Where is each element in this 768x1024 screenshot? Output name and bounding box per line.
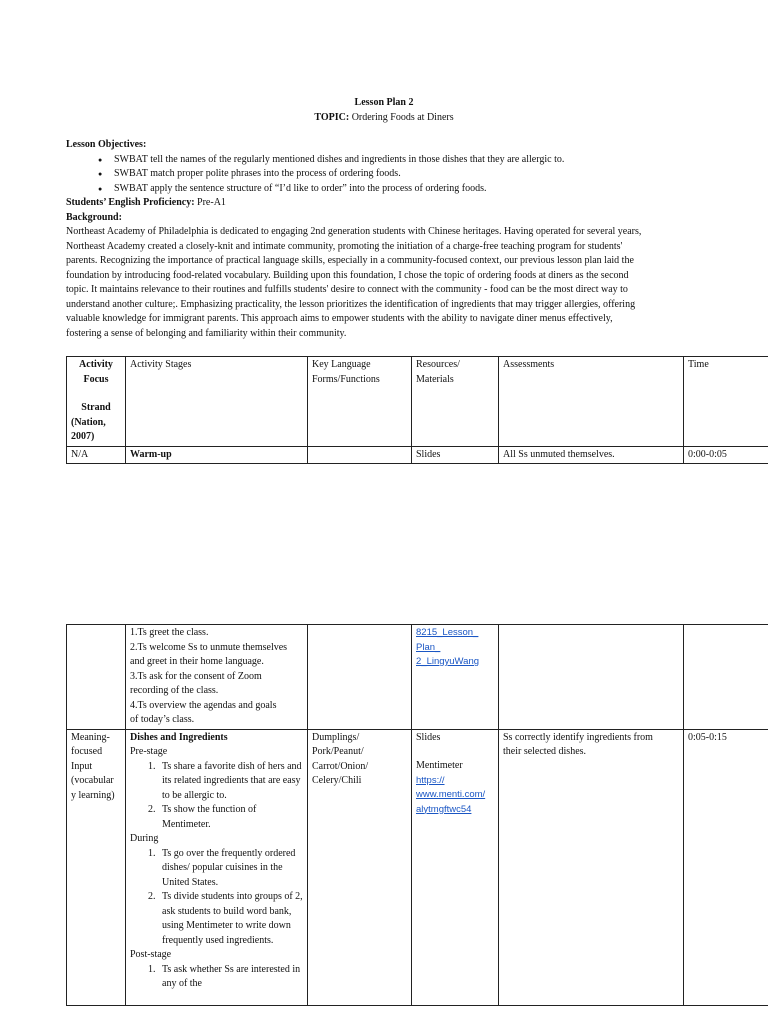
row-stage-steps bbox=[126, 729, 308, 1005]
post-stage-steps bbox=[130, 963, 303, 992]
row-time: 0:05-0:15 bbox=[684, 729, 768, 1005]
mentimeter-link[interactable]: https:// bbox=[416, 774, 445, 786]
header-focus-line: (Nation, bbox=[71, 416, 106, 428]
row-stage: Warm-up bbox=[126, 446, 308, 464]
objective-item: ● SWBAT tell the names of the regularly mentioned dishes and ingredients in those dishes that they are allergic to. bbox=[98, 153, 706, 168]
row-resources bbox=[412, 729, 499, 1005]
table-row bbox=[67, 625, 768, 730]
row-language bbox=[308, 625, 412, 730]
row-assessments: All Ss unmuted themselves. bbox=[499, 446, 684, 464]
stage-step-line: recording of the class. bbox=[130, 685, 219, 696]
table-row bbox=[67, 729, 768, 1005]
language-line: Pork/Peanut/ bbox=[312, 746, 364, 757]
row-time: 0:00-0:05 bbox=[684, 446, 768, 464]
mentimeter-link[interactable]: alytmgftwc54 bbox=[416, 803, 472, 815]
assessment-line: their selected dishes. bbox=[503, 746, 587, 757]
header-key-language: Key Language Forms/Functions bbox=[308, 357, 412, 447]
background-paragraph bbox=[66, 225, 706, 341]
stage-phase-label: During bbox=[130, 833, 159, 844]
background-line: Northeast Academy of Philadelphia is dedicated to engaging 2nd generation students with Chinese heritages. Having operated for several years, bbox=[66, 226, 642, 237]
resource-slides: Slides bbox=[416, 731, 441, 743]
focus-line: Input bbox=[71, 760, 93, 772]
row-time bbox=[684, 625, 768, 730]
header-focus-line: Strand bbox=[81, 402, 111, 413]
background-line: understand another culture;. Emphasizing practicality, the lesson prioritizes the identification of ingredients that may trigger allergies, offering bbox=[66, 298, 636, 310]
stage-title: Dishes and Ingredients bbox=[130, 731, 228, 743]
focus-line: Meaning- bbox=[71, 731, 110, 743]
topic-value: Ordering Foods at Diners bbox=[351, 111, 454, 123]
title-block bbox=[0, 96, 768, 125]
step-item: 1. Ts ask whether Ss are interested in any of the bbox=[158, 963, 303, 992]
proficiency-label: Students’ English Proficiency: bbox=[66, 197, 195, 208]
topic-label: TOPIC: bbox=[314, 111, 350, 123]
resource-mentimeter: Mentimeter bbox=[416, 760, 463, 771]
table-header-row bbox=[67, 357, 768, 447]
language-line: Dumplings/ bbox=[312, 731, 360, 743]
during-stage-steps bbox=[130, 847, 303, 949]
stage-phase-label: Post-stage bbox=[130, 949, 172, 960]
row-assessments bbox=[499, 625, 684, 730]
assessment-line: Ss correctly identify ingredients from bbox=[503, 731, 653, 743]
focus-line: y learning) bbox=[71, 789, 115, 801]
background-line: foundation by introducing food-related vocabulary. Building upon this foundation, I chose the topic of ordering foods at diners as the second bbox=[66, 269, 629, 281]
row-focus bbox=[67, 729, 126, 1005]
topic-line bbox=[0, 111, 768, 126]
stage-step-line: of today’s class. bbox=[130, 714, 195, 725]
pre-stage-steps bbox=[130, 760, 303, 833]
header-focus-line: Focus bbox=[83, 373, 109, 385]
step-item: 1. Ts go over the frequently ordered dishes/ popular cuisines in the United States. bbox=[158, 847, 303, 891]
stage-step-line: 1.Ts greet the class. bbox=[130, 627, 209, 638]
lesson-table-part1 bbox=[66, 356, 768, 464]
lesson-plan-link[interactable]: 8215_Lesson_ bbox=[416, 627, 479, 638]
stage-phase-label: Pre-stage bbox=[130, 746, 168, 757]
row-focus: N/A bbox=[67, 446, 126, 464]
stage-step-line: 2.Ts welcome Ss to unmute themselves bbox=[130, 641, 288, 653]
background-line: parents. Recognizing the importance of practical language skills, especially in a community-focused context, our previous lesson plan laid the bbox=[66, 255, 634, 266]
mentimeter-link[interactable]: www.menti.com/ bbox=[416, 789, 486, 800]
focus-line: (vocabular bbox=[71, 775, 114, 786]
page-title: Lesson Plan 2 bbox=[354, 97, 414, 108]
resource-spacer bbox=[416, 745, 494, 759]
lesson-table-part2 bbox=[66, 624, 768, 1006]
objective-item: ● SWBAT match proper polite phrases into the process of ordering foods. bbox=[98, 167, 706, 182]
step-item: 1. Ts share a favorite dish of hers and its related ingredients that are easy to be allergic to. bbox=[158, 760, 303, 804]
background-line: fostering a sense of belonging and familiarity within their community. bbox=[66, 327, 347, 339]
row-resources: Slides bbox=[412, 446, 499, 464]
step-item: 2. Ts show the function of Mentimeter. bbox=[158, 803, 303, 832]
header-focus-spacer bbox=[71, 387, 121, 401]
objectives-list bbox=[66, 153, 706, 197]
row-focus bbox=[67, 625, 126, 730]
header-assessments: Assessments bbox=[499, 357, 684, 447]
proficiency-line bbox=[66, 196, 706, 211]
background-line: topic. It maintains relevance to their routines and fulfills students' desire to connect with the community - food can be the most direct way to bbox=[66, 284, 628, 295]
objective-item: ● SWBAT apply the sentence structure of “I’d like to order” into the process of ordering foods. bbox=[98, 182, 706, 197]
row-assessments bbox=[499, 729, 684, 1005]
header-time: Time bbox=[684, 357, 768, 447]
focus-line: focused bbox=[71, 746, 103, 757]
step-item: 2. Ts divide students into groups of 2, ask students to build word bank, using Mentimeter to write down frequently used ingredients. bbox=[158, 890, 303, 948]
stage-step-line: 3.Ts ask for the consent of Zoom bbox=[130, 670, 262, 682]
header-activity-focus bbox=[67, 357, 126, 447]
table-row bbox=[67, 446, 768, 464]
lesson-plan-link[interactable]: Plan_ bbox=[416, 641, 441, 653]
row-language bbox=[308, 446, 412, 464]
proficiency-value: Pre-A1 bbox=[197, 197, 226, 208]
row-resources bbox=[412, 625, 499, 730]
language-line: Carrot/Onion/ bbox=[312, 760, 369, 772]
objectives-heading: Lesson Objectives: bbox=[66, 139, 147, 150]
background-line: valuable knowledge for immigrant parents. This approach aims to empower students with the ability to navigate diner menus effectively, bbox=[66, 313, 613, 324]
lesson-plan-link[interactable]: 2_LingyuWang bbox=[416, 656, 480, 667]
background-line: Northeast Academy created a closely-knit and intimate community, promoting the initiation of a charge-free teaching program for students' bbox=[66, 240, 623, 252]
row-language bbox=[308, 729, 412, 1005]
background-heading: Background: bbox=[66, 211, 122, 223]
row-stage-steps bbox=[126, 625, 308, 730]
language-line: Celery/Chili bbox=[312, 775, 362, 786]
objectives-section bbox=[66, 138, 706, 341]
header-focus-line: Activity bbox=[79, 359, 113, 370]
stage-step-line: 4.Ts overview the agendas and goals bbox=[130, 699, 277, 711]
stage-step-line: and greet in their home language. bbox=[130, 656, 264, 667]
header-activity-stages: Activity Stages bbox=[126, 357, 308, 447]
header-resources: Resources/ Materials bbox=[412, 357, 499, 447]
header-focus-line: 2007) bbox=[71, 431, 95, 442]
